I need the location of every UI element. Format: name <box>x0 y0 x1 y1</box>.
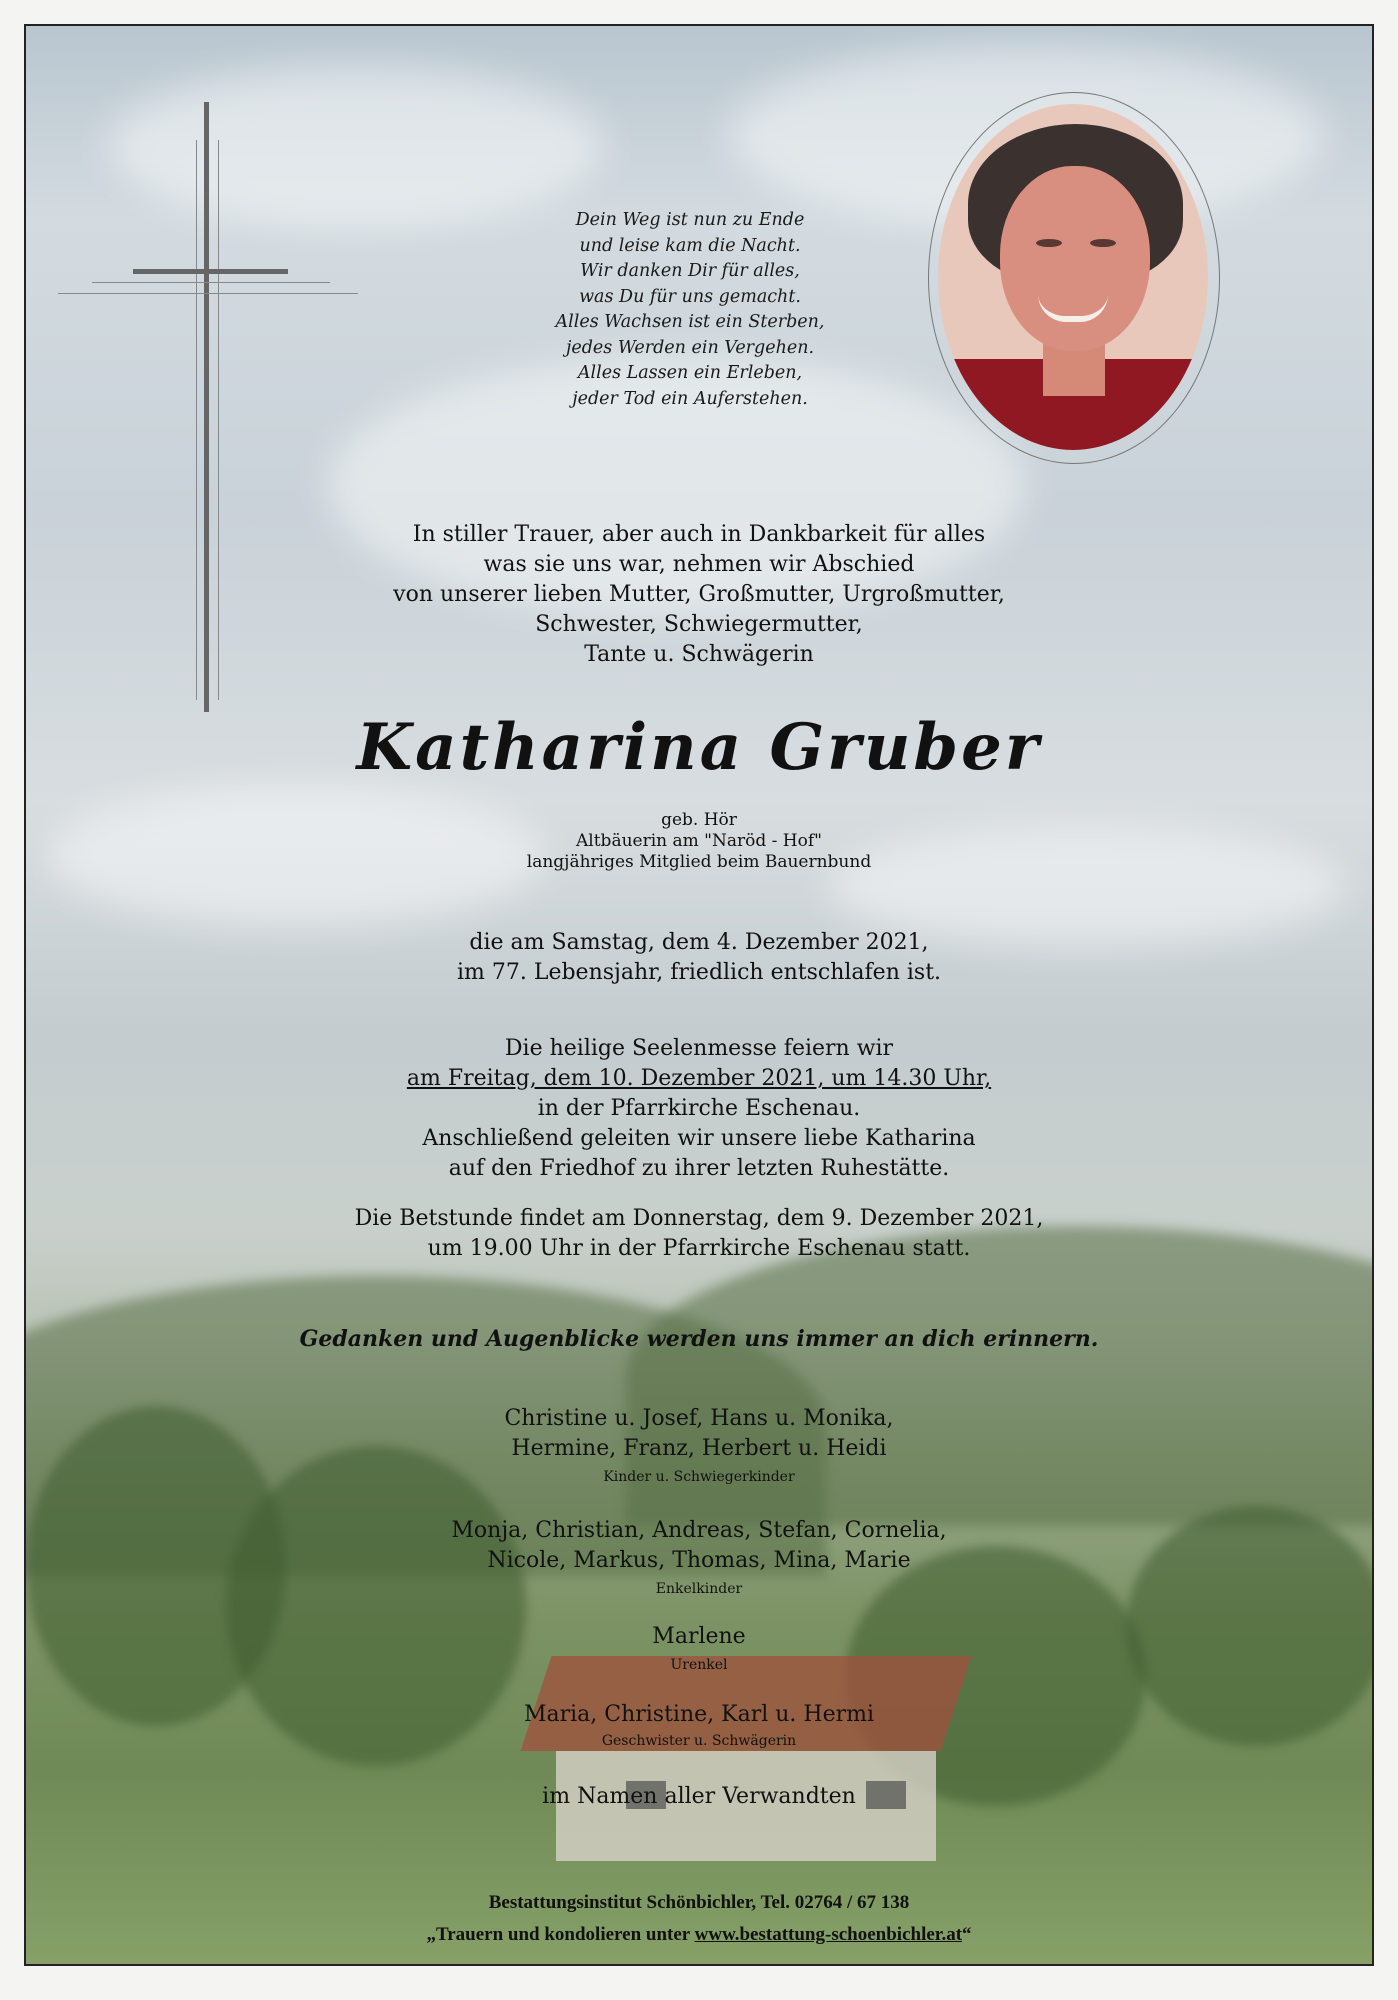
mass-date: am Freitag, dem 10. Dezember 2021, um 14.30 Uhr, <box>406 1066 992 1091</box>
mass-line: auf den Friedhof zu ihrer letzten Ruhestätte. <box>448 1156 950 1181</box>
house-illustration <box>536 1656 956 1856</box>
poem-line: Dein Weg ist nun zu Ende <box>575 210 805 230</box>
subtitle-line: langjähriges Mitglied beim Bauernbund <box>526 852 872 872</box>
prayer-line: um 19.00 Uhr in der Pfarrkirche Eschenau statt. <box>427 1236 971 1261</box>
intro-line: Tante u. Schwägerin <box>584 642 814 667</box>
intro-line: was sie uns war, nehmen wir Abschied <box>483 552 915 577</box>
motto: Gedanken und Augenblicke werden uns immer an dich erinnern. <box>299 1326 1099 1352</box>
family-line: Hermine, Franz, Herbert u. Heidi <box>511 1436 887 1461</box>
family-grandchildren-label: Enkelkinder <box>655 1581 743 1597</box>
poem-line: jeder Tod ein Auferstehen. <box>572 388 808 409</box>
intro-line: In stiller Trauer, aber auch in Dankbarkeit für alles <box>412 522 986 547</box>
family-children <box>0 1404 1398 1464</box>
subtitle-line: Altbäuerin am "Naröd - Hof" <box>576 831 822 851</box>
deceased-name: Katharina Gruber <box>356 710 1042 785</box>
poem-line: Wir danken Dir für alles, <box>580 261 800 281</box>
intro-text <box>0 520 1398 670</box>
portrait-photo <box>938 104 1208 450</box>
family-line: Nicole, Markus, Thomas, Mina, Marie <box>487 1548 911 1573</box>
poem-line: jedes Werden ein Vergehen. <box>565 337 815 358</box>
mass-line: Anschließend geleiten wir unsere liebe Katharina <box>422 1126 976 1151</box>
poem <box>490 208 890 412</box>
footer-suffix: “ <box>962 1924 972 1945</box>
poem-line: was Du für uns gemacht. <box>579 286 801 307</box>
family-greatgrand: Marlene <box>652 1624 746 1649</box>
mass-notice <box>0 1034 1398 1184</box>
footer-prefix: „Trauern und kondolieren unter <box>426 1924 695 1945</box>
poem-line: Alles Wachsen ist ein Sterben, <box>555 312 825 332</box>
subtitle <box>0 810 1398 873</box>
intro-line: Schwester, Schwiegermutter, <box>535 612 863 637</box>
footer-condolence <box>0 1920 1398 1950</box>
subtitle-line: geb. Hör <box>661 810 737 830</box>
intro-line: von unserer lieben Mutter, Großmutter, Urgroßmutter, <box>393 582 1005 607</box>
death-line: im 77. Lebensjahr, friedlich entschlafen ist. <box>456 960 942 985</box>
footer-undertaker: Bestattungsinstitut Schönbichler, Tel. 02764 / 67 138 <box>488 1892 910 1913</box>
family-greatgrand-label: Urenkel <box>670 1657 728 1673</box>
family-relatives: im Namen aller Verwandten <box>542 1784 856 1809</box>
condolence-link[interactable]: www.bestattung-schoenbichler.at <box>694 1924 963 1945</box>
death-notice <box>0 928 1398 988</box>
mass-line: in der Pfarrkirche Eschenau. <box>537 1096 861 1121</box>
family-grandchildren <box>0 1516 1398 1576</box>
family-line: Monja, Christian, Andreas, Stefan, Cornelia, <box>451 1518 947 1543</box>
prayer-line: Die Betstunde findet am Donnerstag, dem 9. Dezember 2021, <box>354 1206 1044 1231</box>
poem-line: Alles Lassen ein Erleben, <box>577 363 803 383</box>
prayer-notice <box>0 1204 1398 1264</box>
death-line: die am Samstag, dem 4. Dezember 2021, <box>469 930 929 955</box>
poem-line: und leise kam die Nacht. <box>579 235 801 256</box>
mass-line: Die heilige Seelenmesse feiern wir <box>504 1036 894 1061</box>
family-children-label: Kinder u. Schwiegerkinder <box>603 1469 795 1485</box>
family-line: Christine u. Josef, Hans u. Monika, <box>504 1406 894 1431</box>
family-siblings-label: Geschwister u. Schwägerin <box>601 1733 797 1749</box>
family-siblings: Maria, Christine, Karl u. Hermi <box>523 1702 875 1727</box>
